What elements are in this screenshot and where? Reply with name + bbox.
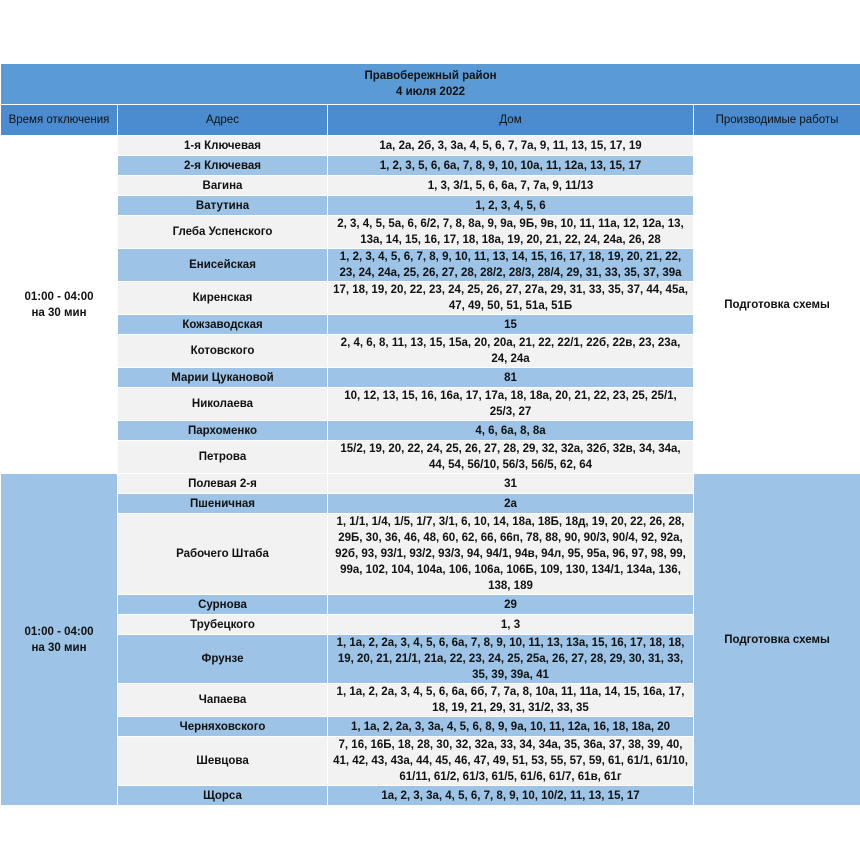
header-house: Дом [328, 105, 694, 136]
address-cell: Кожзаводская [118, 315, 328, 335]
address-cell: Сурнова [118, 595, 328, 615]
address-cell: Шевцова [118, 737, 328, 786]
house-numbers-cell: 4, 6, 6а, 8, 8а [328, 421, 694, 441]
works-cell: Подготовка схемы [694, 136, 860, 474]
house-numbers-cell: 15 [328, 315, 694, 335]
house-numbers-cell: 1, 1а, 2, 2а, 3, 4, 5, 6, 6а, 7, 8, 9, 10, 11, 13, 13а, 15, 16, 17, 18, 18, 19, 20, 21, 21/1, 21а, 22, 23, 24, 25, 25а, 26, 27, 28, 29, 30, 31, 33, 35, 39, 39а, 41 [328, 635, 694, 684]
address-cell: Чапаева [118, 684, 328, 717]
address-cell: Пархоменко [118, 421, 328, 441]
outage-date: 4 июля 2022 [396, 86, 466, 98]
house-numbers-cell: 1, 1а, 2, 2а, 3, 4, 5, 6, 6а, 6б, 7, 7а, 8, 10а, 11, 11а, 14, 15, 16а, 17, 18, 19, 21, 29, 31, 31/2, 33, 35 [328, 684, 694, 717]
outage-time-range: 01:00 - 04:00 [24, 290, 94, 303]
address-cell: Петрова [118, 441, 328, 474]
house-numbers-cell: 29 [328, 595, 694, 615]
outage-time-cell [1, 474, 118, 806]
house-numbers-cell: 1, 1/1, 1/4, 1/5, 1/7, 3/1, 6, 10, 14, 18а, 18Б, 18д, 19, 20, 22, 26, 28, 29Б, 30, 36, 46, 48, 60, 62, 66, 66п, 78, 88, 90, 90/3, 90/4, 92, 92а, 92б, 93, 93/1, 93/2, 93/3, 94, 94/1, 94в, 94л, 95, 95а, 96, 97, 98, 99, 99а, 102, 104, 104а, 106, 106а, 106Б, 109, 130, 134/1, 134а, 136, 138, 189 [328, 514, 694, 595]
outage-schedule-table [0, 63, 860, 806]
house-numbers-cell: 2а [328, 494, 694, 514]
address-cell: Котовского [118, 335, 328, 368]
address-cell: Черняховского [118, 717, 328, 737]
table-title [1, 64, 860, 105]
address-cell: Пшеничная [118, 494, 328, 514]
house-numbers-cell: 31 [328, 474, 694, 494]
address-cell: Щорса [118, 786, 328, 806]
title-row [1, 64, 860, 105]
house-numbers-cell: 7, 16, 16Б, 18, 28, 30, 32, 32а, 33, 34, 34а, 35, 36а, 37, 38, 39, 40, 41, 42, 43, 43а, 44, 45, 46, 47, 49, 51, 53, 55, 57, 59, 61, 61/1, 61/10, 61/11, 61/2, 61/3, 61/5, 61/6, 61/7, 61в, 61г [328, 737, 694, 786]
address-cell: Енисейская [118, 249, 328, 282]
address-cell: Киренская [118, 282, 328, 315]
house-numbers-cell: 17, 18, 19, 20, 22, 23, 24, 25, 26, 27, 27а, 29, 31, 33, 35, 37, 44, 45а, 47, 49, 50, 51, 51а, 51Б [328, 282, 694, 315]
address-cell: Трубецкого [118, 615, 328, 635]
address-cell: 1-я Ключевая [118, 136, 328, 156]
outage-duration: на 30 мин [31, 306, 87, 319]
works-cell: Подготовка схемы [694, 474, 860, 806]
header-address: Адрес [118, 105, 328, 136]
house-numbers-cell: 1, 2, 3, 5, 6, 6а, 7, 8, 9, 10, 10а, 11, 12а, 13, 15, 17 [328, 156, 694, 176]
house-numbers-cell: 1а, 2а, 2б, 3, 3а, 4, 5, 6, 7, 7а, 9, 11, 13, 15, 17, 19 [328, 136, 694, 156]
house-numbers-cell: 1, 3, 3/1, 5, 6, 6а, 7, 7а, 9, 11/13 [328, 176, 694, 196]
house-numbers-cell: 1, 2, 3, 4, 5, 6, 7, 8, 9, 10, 11, 13, 14, 15, 16, 17, 18, 19, 20, 21, 22, 23, 24, 24а, 25, 26, 27, 28, 28/2, 28/3, 28/4, 29, 31, 33, 35, 37, 39а [328, 249, 694, 282]
house-numbers-cell: 1а, 2, 3, 3а, 4, 5, 6, 7, 8, 9, 10, 10/2, 11, 13, 15, 17 [328, 786, 694, 806]
address-cell: Рабочего Штаба [118, 514, 328, 595]
house-numbers-cell: 1, 2, 3, 4, 5, 6 [328, 196, 694, 216]
house-numbers-cell: 2, 4, 6, 8, 11, 13, 15, 15а, 20, 20а, 21, 22, 22/1, 22б, 22в, 23, 23а, 24, 24а [328, 335, 694, 368]
address-cell: Фрунзе [118, 635, 328, 684]
outage-time-range: 01:00 - 04:00 [24, 625, 94, 638]
table-body [1, 64, 860, 806]
outage-duration: на 30 мин [31, 641, 87, 654]
house-numbers-cell: 81 [328, 368, 694, 388]
address-cell: Марии Цукановой [118, 368, 328, 388]
address-cell: Глеба Успенского [118, 216, 328, 249]
table-row [1, 474, 860, 494]
house-numbers-cell: 2, 3, 4, 5, 5а, 6, 6/2, 7, 8, 8а, 9, 9а, 9Б, 9в, 10, 11, 11а, 12, 12а, 13, 13а, 14, 15, 16, 17, 18, 18а, 19, 20, 21, 22, 24, 24а, 26, 28 [328, 216, 694, 249]
header-row [1, 105, 860, 136]
house-numbers-cell: 15/2, 19, 20, 22, 24, 25, 26, 27, 28, 29, 32, 32а, 32б, 32в, 34, 34а, 44, 54, 56/10, 56/3, 56/5, 62, 64 [328, 441, 694, 474]
outage-time-cell [1, 136, 118, 474]
header-time: Время отключения [1, 105, 118, 136]
house-numbers-cell: 1, 3 [328, 615, 694, 635]
district-name: Правобережный район [364, 70, 497, 82]
address-cell: Ватутина [118, 196, 328, 216]
address-cell: Николаева [118, 388, 328, 421]
address-cell: Вагина [118, 176, 328, 196]
table-row [1, 136, 860, 156]
address-cell: Полевая 2-я [118, 474, 328, 494]
header-works: Производимые работы [694, 105, 860, 136]
house-numbers-cell: 10, 12, 13, 15, 16, 16а, 17, 17а, 18, 18а, 20, 21, 22, 23, 25, 25/1, 25/3, 27 [328, 388, 694, 421]
house-numbers-cell: 1, 1а, 2, 2а, 3, 3а, 4, 5, 6, 8, 9, 9а, 10, 11, 12а, 16, 18, 18а, 20 [328, 717, 694, 737]
address-cell: 2-я Ключевая [118, 156, 328, 176]
